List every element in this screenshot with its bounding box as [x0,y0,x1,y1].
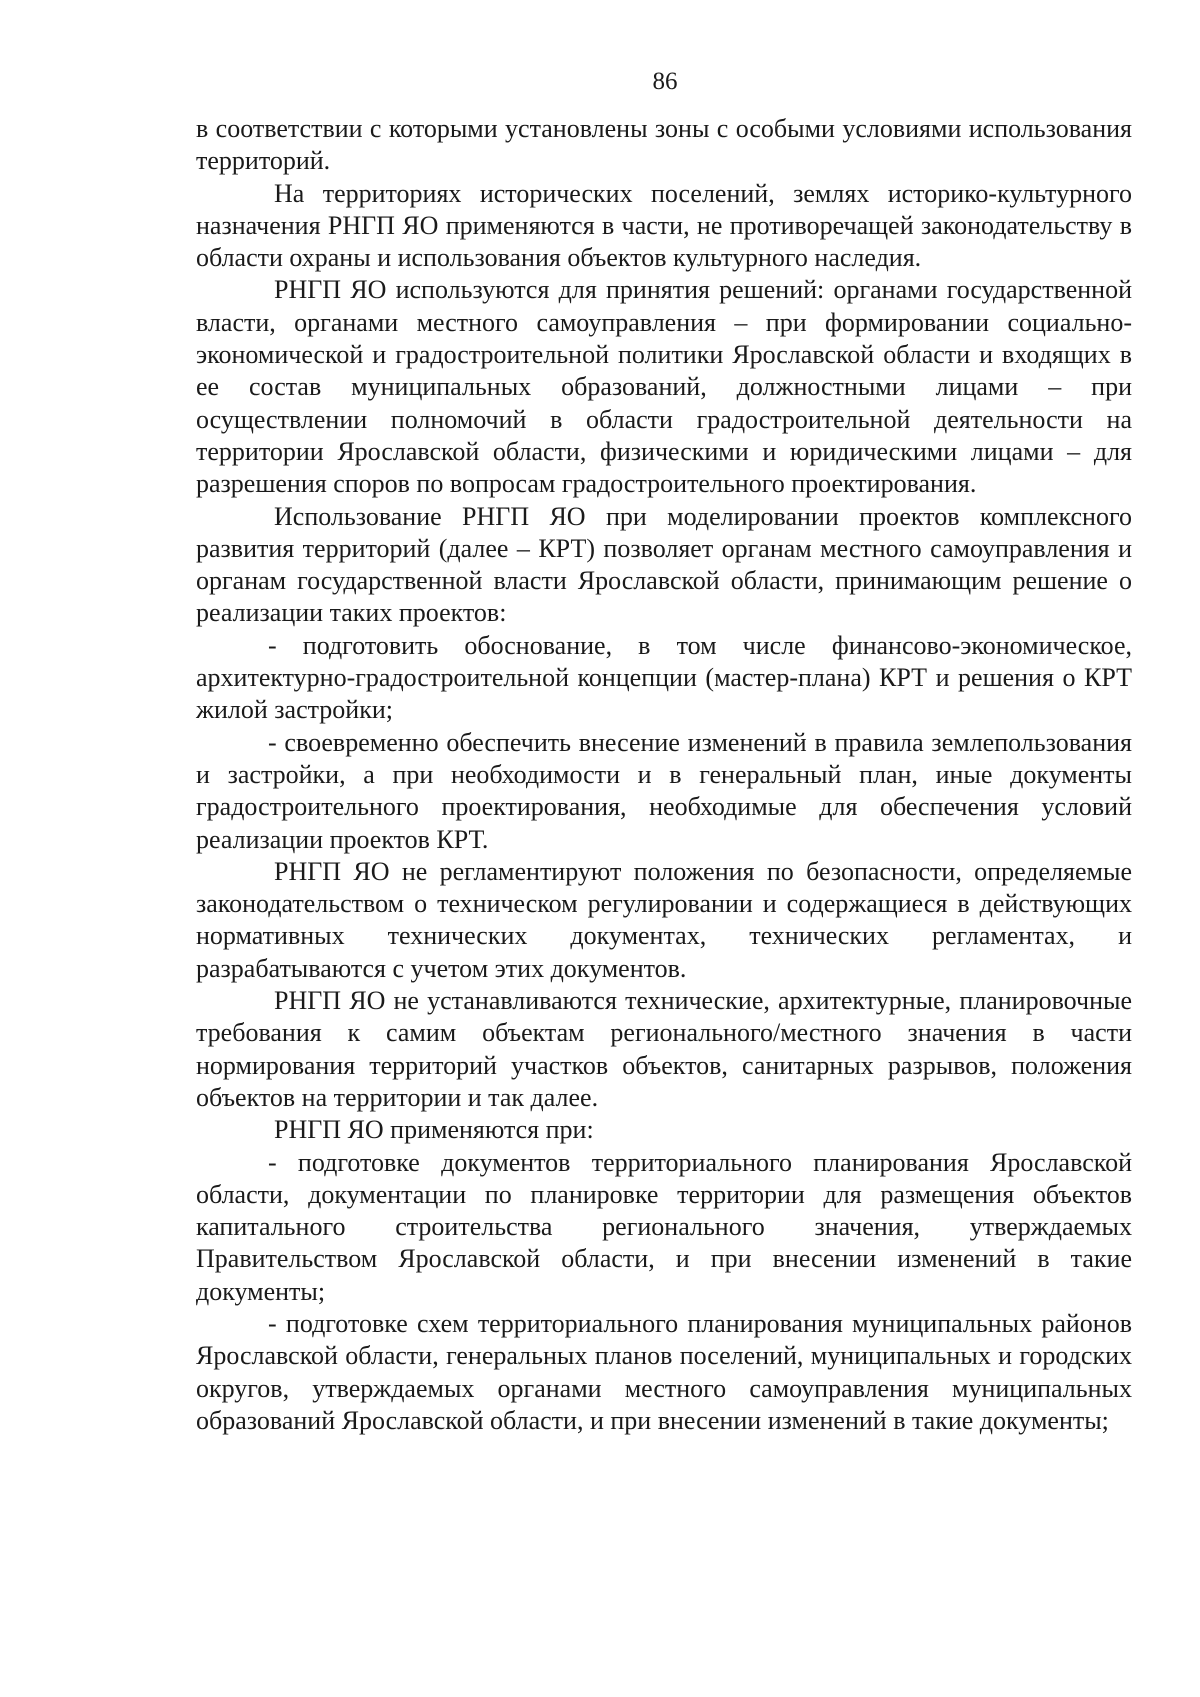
paragraph-technical-requirements: РНГП ЯО не устанавливаются технические, архитектурные, планировочные требования к самим объектам регионального/местного значения в части нормирования территорий участков объектов, санитарных разрывов, положения объектов на территории и так далее. [196,986,1132,1112]
list-item-prepare-justification: - подготовить обоснование, в том числе финансово-экономическое, архитектурно-градостроительной концепции (мастер-плана) КРТ и решения о КРТ жилой застройки; [196,630,1132,725]
paragraph-krt-modeling: Использование РНГП ЯО при моделировании проектов комплексного развития территорий (далее – КРТ) позволяет органам местного самоуправления и органам государственной власти Ярославской области, принимающим решение о реализации таких проектов: [196,501,1132,628]
paragraph-applied-when: РНГП ЯО применяются при: [274,1115,594,1145]
list-item-municipal-planning-schemes: - подготовке схем территориального планирования муниципальных районов Ярославской области, генеральных планов поселений, муниципальных и городских округов, утверждаемых органами местного самоуправления муниципальных образований Ярославской области, и при внесении изменений в такие документы; [196,1308,1132,1435]
paragraph-historic-settlements: На территориях исторических поселений, землях историко-культурного назначения РНГП ЯО применяются в части, не противоречащей законодательству в области охраны и использования объектов культурного наследия. [196,178,1132,273]
list-item-timely-changes: - своевременно обеспечить внесение изменений в правила землепользования и застройки, а при необходимости и в генеральный план, иные документы градостроительного проектирования, необходимые для обеспечения условий реализации проектов КРТ. [196,727,1132,854]
paragraph-decision-making: РНГП ЯО используются для принятия решений: органами государственной власти, органами местного самоуправления – при формировании социально-экономической и градостроительной политики Ярославской области и входящих в ее состав муниципальных образований, должностными лицами – при осуществлении полномочий в области градостроительной деятельности на территории Ярославской области, физическими и юридическими лицами – для разрешения споров по вопросам градостроительного проектирования. [196,275,1132,499]
list-item-regional-planning-docs: - подготовке документов территориального планирования Ярославской области, документации по планировке территории для размещения объектов капитального строительства регионального значения, утверждаемых Правительством Ярославской области, и при внесении изменений в такие документы; [196,1147,1132,1306]
paragraph-safety-provisions: РНГП ЯО не регламентируют положения по безопасности, определяемые законодательством о техническом регулировании и содержащиеся в действующих нормативных технических документах, технических регламентах, и разрабатываются с учетом этих документов. [196,856,1132,983]
page-number: 86 [652,68,678,95]
paragraph-zones-continuation: в соответствии с которыми установлены зоны с особыми условиями использования территорий. [196,114,1132,176]
document-body [196,113,1132,1437]
